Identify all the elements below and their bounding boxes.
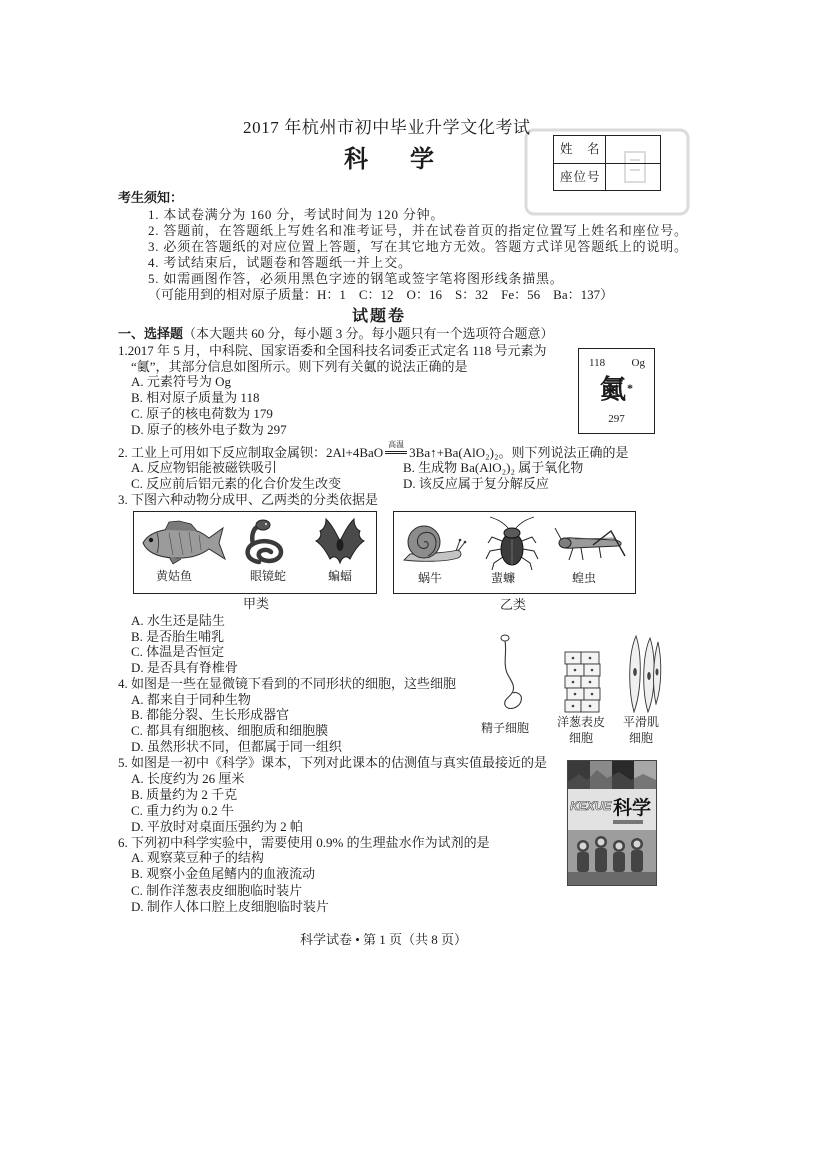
animal-label: 蝙蝠 — [328, 569, 353, 583]
element-symbol: Og — [631, 357, 645, 369]
question-stem — [118, 440, 629, 460]
notice-item: 2. 答题前，在答题纸上写姓名和准考证号，并在试卷首页的指定位置写上姓名和座位号。 — [148, 223, 688, 238]
option-b: B. 观察小金鱼尾鳍内的血液流动 — [131, 866, 316, 881]
notice-item: 3. 必须在答题纸的对应位置上答题，写在其它地方无效。答题方式详见答题纸上的说明。 — [148, 239, 688, 254]
notice-heading: 考生须知： — [118, 190, 184, 205]
option-c: C. 原子的核电荷数为 179 — [131, 406, 273, 421]
element-mark: * — [627, 381, 633, 395]
group-b-label: 乙类 — [500, 597, 527, 612]
option-a: A. 水生还是陆生 — [131, 613, 225, 628]
textbook-cover-image — [567, 760, 657, 886]
smooth-muscle-icon — [622, 634, 666, 714]
notice-item: 1. 本试卷满分为 160 分，考试时间为 120 分钟。 — [148, 207, 445, 222]
option-c: C. 反应前后铝元素的化合价发生改变 — [131, 476, 342, 491]
section-label: 一、选择题 — [118, 326, 184, 341]
question-stem: “鿫”，其部分信息如图所示。则下列有关鿫的说法正确的是 — [131, 359, 468, 374]
snail-icon — [400, 522, 466, 566]
option-c: C. 重力约为 0.2 牛 — [131, 803, 234, 818]
cell-label: 精子细胞 — [481, 721, 530, 735]
option-a: A. 都来自于同种生物 — [131, 692, 251, 707]
animal-label: 眼镜蛇 — [250, 569, 287, 583]
section-heading — [118, 326, 554, 341]
subject-title: 科 学 — [344, 147, 443, 173]
onion-cells-icon — [563, 651, 603, 713]
option-d: D. 虽然形状不同，但都属于同一组织 — [131, 739, 342, 754]
option-a: A. 观察菜豆种子的结构 — [131, 850, 264, 865]
animal-label: 蜚蠊 — [491, 571, 516, 585]
section-description: （本大题共 60 分，每小题 3 分。每小题只有一个选项符合题意） — [183, 326, 554, 341]
cell-label: 洋葱表皮 — [557, 715, 606, 729]
option-d: D. 制作人体口腔上皮细胞临时装片 — [131, 899, 329, 914]
option-c: C. 都具有细胞核、细胞质和细胞膜 — [131, 723, 329, 738]
question-stem: 5. 如图是一初中《科学》课本，下列对此课本的估测值与真实值最接近的是 — [118, 755, 548, 770]
locust-icon — [553, 524, 629, 566]
seat-blank — [606, 164, 660, 191]
stem-part: 2. 工业上可用如下反应制取金属钡：2Al+4BaO — [118, 445, 384, 460]
paper-title: 试题卷 — [352, 308, 407, 325]
cell-label: 细胞 — [629, 731, 654, 745]
stem-part: 3Ba↑+Ba(AlO₂)₂。则下列说法正确的是 — [409, 445, 629, 460]
atomic-masses: （可能用到的相对原子质量：H：1 C：12 O：16 S：32 Fe：56 Ba：137） — [148, 287, 614, 302]
animal-label: 蜗牛 — [418, 571, 443, 585]
notice-item: 4. 考试结束后，试题卷和答题纸一并上交。 — [148, 255, 412, 270]
page-footer: 科学试卷 • 第 1 页（共 8 页） — [300, 932, 468, 947]
exam-title: 2017 年杭州市初中毕业升学文化考试 — [243, 118, 531, 137]
option-b: B. 相对原子质量为 118 — [131, 390, 260, 405]
question-stem: 4. 如图是一些在显微镜下看到的不同形状的细胞，这些细胞 — [118, 676, 457, 691]
name-blank — [606, 136, 660, 164]
option-d: D. 是否具有脊椎骨 — [131, 660, 238, 675]
name-label: 姓 名 — [554, 136, 606, 164]
sperm-cell-icon — [493, 633, 533, 713]
cockroach-icon — [484, 515, 540, 571]
element-name-char: 鿫 — [599, 375, 626, 404]
cover-pinyin: KEXUE — [570, 799, 612, 813]
seat-label: 座位号 — [554, 164, 606, 191]
option-c: C. 体温是否恒定 — [131, 644, 225, 659]
cover-title: 科学 — [613, 798, 652, 819]
option-a: A. 反应物铝能被磁铁吸引 — [131, 460, 277, 475]
atomic-number: 118 — [589, 357, 606, 369]
bat-icon — [312, 515, 368, 567]
relative-mass: 297 — [608, 413, 625, 425]
option-d: D. 原子的核外电子数为 297 — [131, 422, 287, 437]
option-d: D. 该反应属于复分解反应 — [403, 476, 549, 491]
option-b: B. 都能分裂、生长形成器官 — [131, 707, 290, 722]
animal-label: 蝗虫 — [572, 571, 597, 585]
question-stem: 3. 下图六种动物分成甲、乙两类的分类依据是 — [118, 492, 379, 507]
cell-label: 平滑肌 — [623, 715, 660, 729]
notice-item: 5. 如需画图作答，必须用黑色字迹的钢笔或签字笔将图形线条描黑。 — [148, 271, 564, 286]
equals-sign — [385, 451, 407, 454]
animal-label: 黄姑鱼 — [156, 569, 193, 583]
option-b: B. 生成物 Ba(AlO₂)₂ 属于氧化物 — [403, 460, 584, 475]
option-c: C. 制作洋葱表皮细胞临时装片 — [131, 883, 303, 898]
option-a: A. 长度约为 26 厘米 — [131, 771, 245, 786]
question-stem: 6. 下列初中科学实验中，需要使用 0.9% 的生理盐水作为试剂的是 — [118, 835, 490, 850]
element-card — [578, 348, 655, 434]
condition-text: 高温 — [388, 440, 405, 449]
fish-icon — [139, 519, 227, 565]
option-b: B. 质量约为 2 千克 — [131, 787, 238, 802]
name-seat-box — [553, 135, 661, 191]
option-a: A. 元素符号为 Og — [131, 374, 232, 389]
option-b: B. 是否胎生哺乳 — [131, 629, 225, 644]
element-name — [579, 375, 654, 405]
snake-icon — [241, 516, 295, 568]
option-d: D. 平放时对桌面压强约为 2 帕 — [131, 819, 303, 834]
cell-label: 细胞 — [569, 731, 594, 745]
question-stem: 1.2017 年 5 月，中科院、国家语委和全国科技名词委正式定名 118 号元素为 — [118, 343, 547, 358]
reaction-condition — [383, 440, 409, 460]
group-a-label: 甲类 — [243, 596, 270, 611]
